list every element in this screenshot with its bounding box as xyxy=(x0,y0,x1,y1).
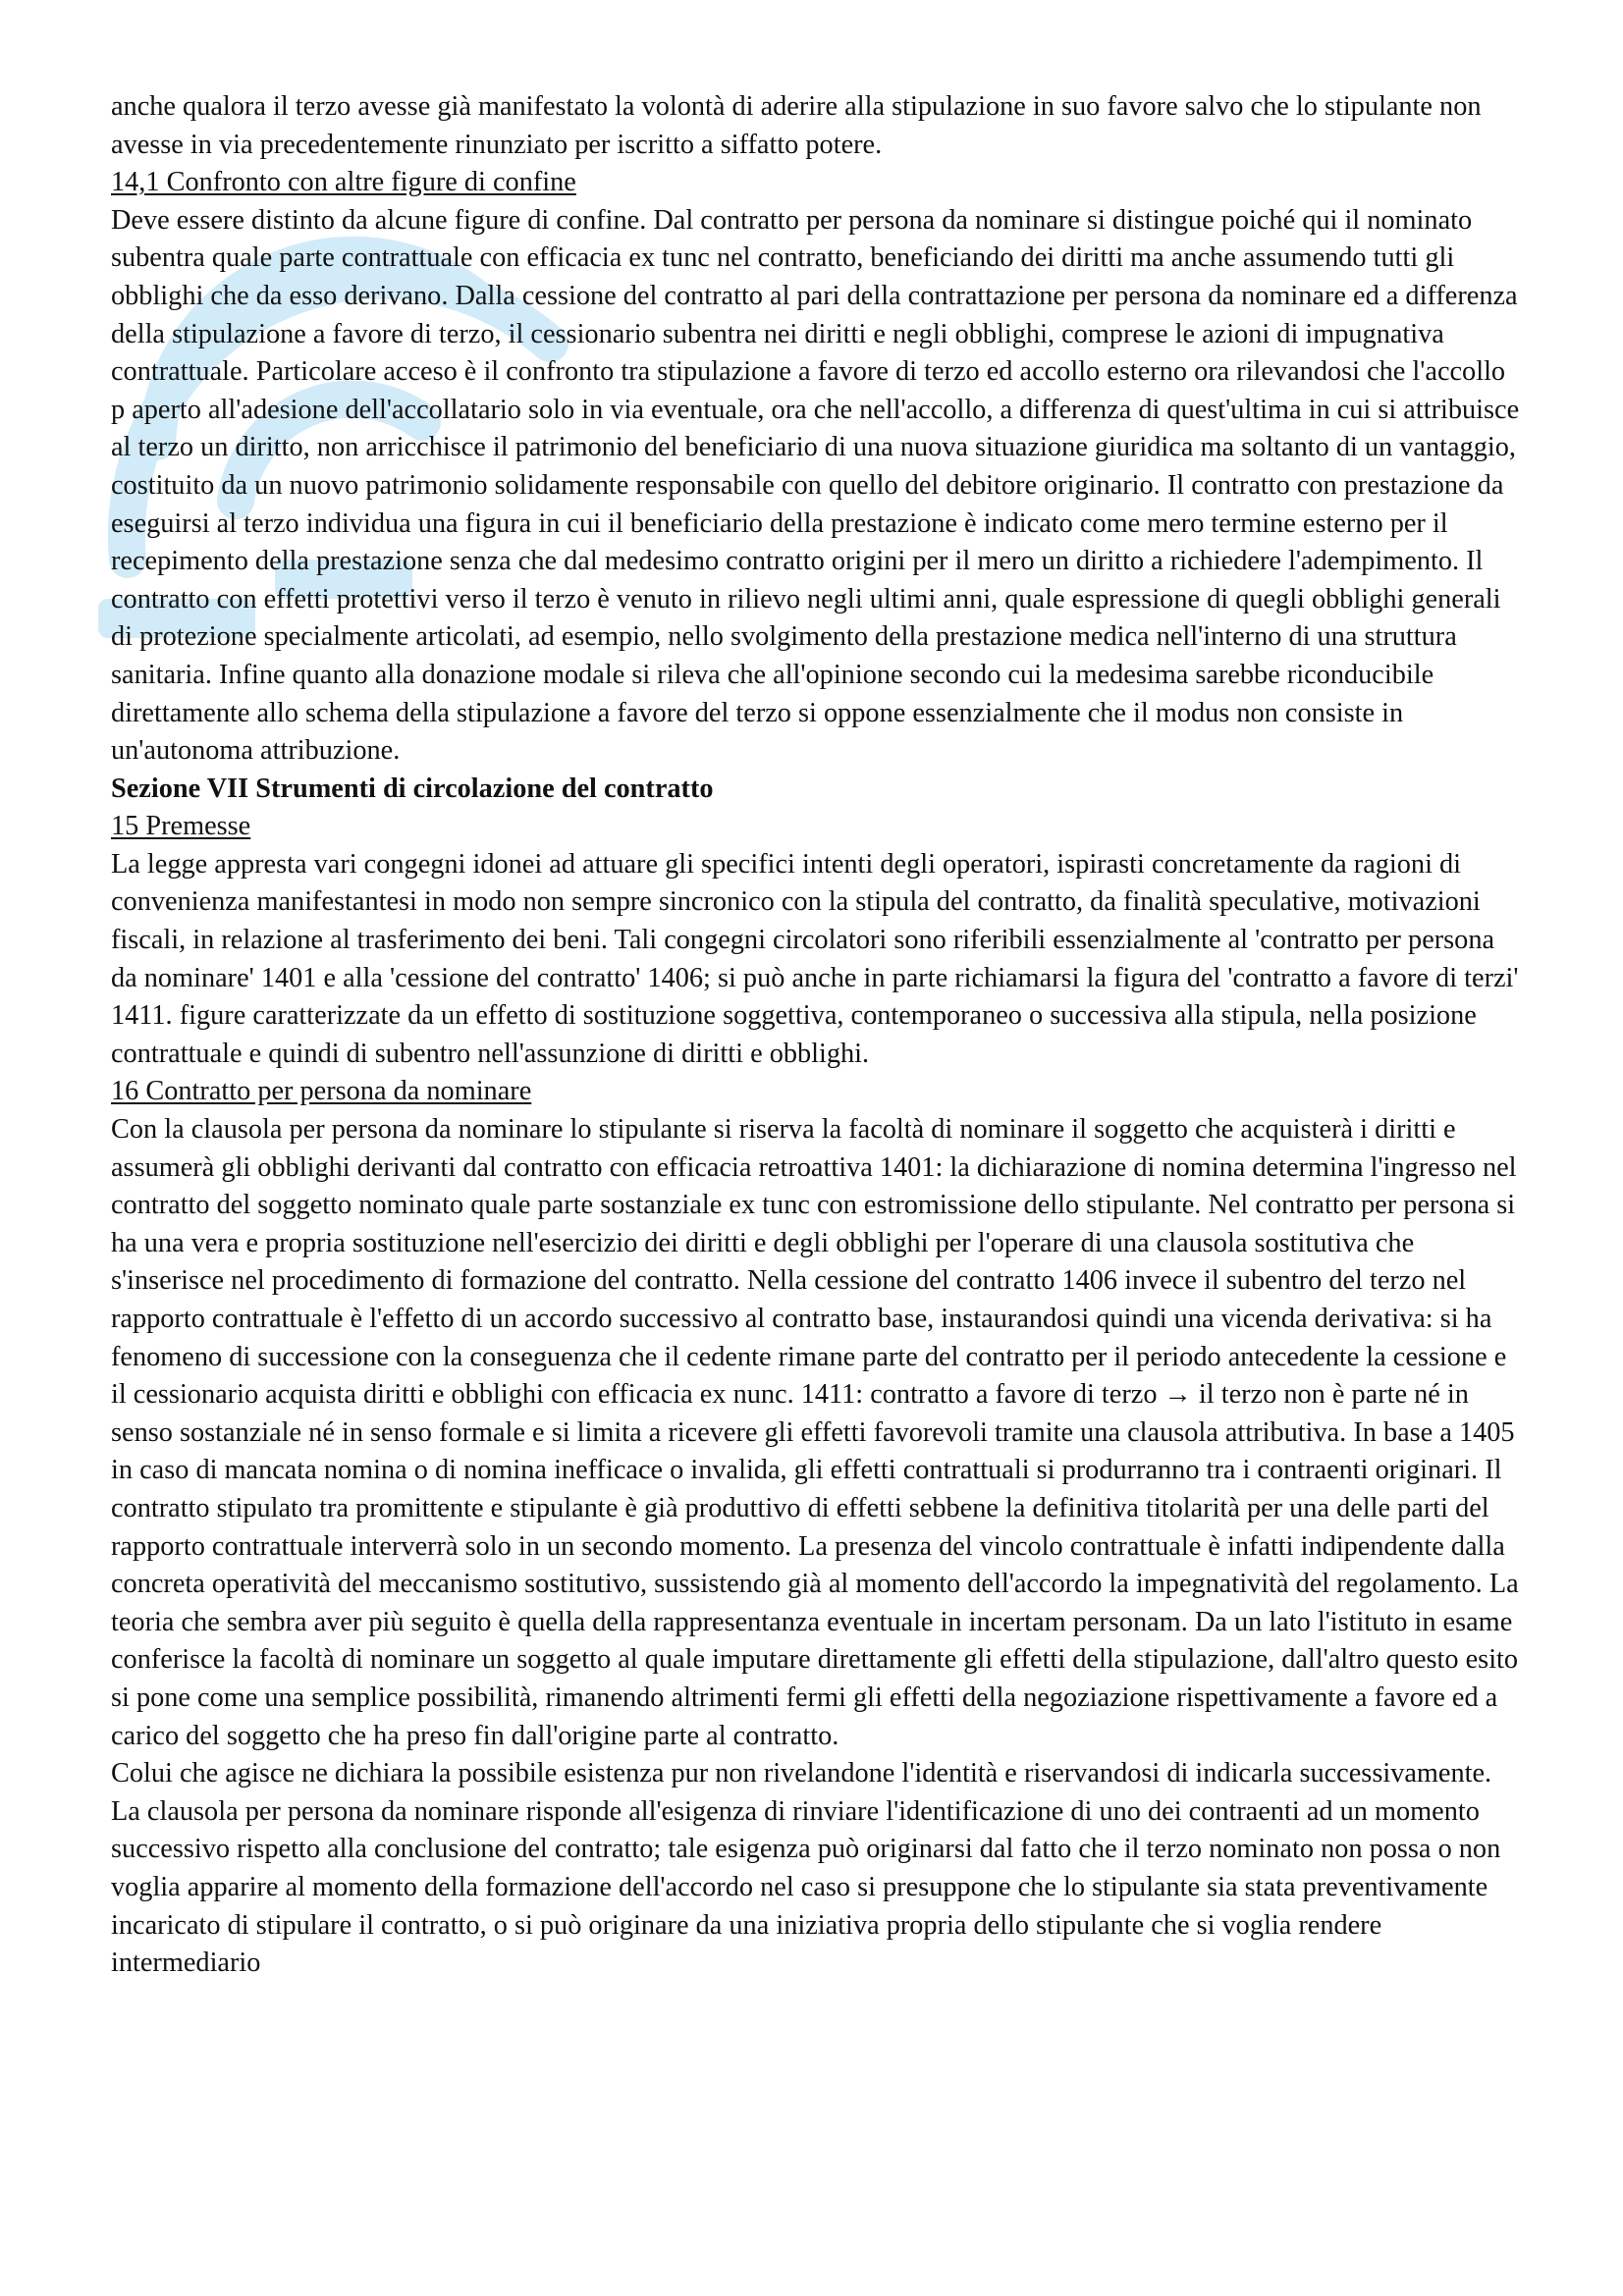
paragraph-confronto: Deve essere distinto da alcune figure di confine. Dal contratto per persona da nominare si distingue poiché qui il nominato subentra quale parte contrattuale con efficacia ex tunc nel contratto, beneficiando dei diritti ma anche assumendo tutti gli obblighi che da esso derivano. Dalla cessione del contratto al pari della contrattazione per persona da nominare ed a differenza della stipulazione a favore di terzo, il cessionario subentra nei diritti e negli obblighi, comprese le azioni di impugnativa contrattuale. Particolare acceso è il confronto tra stipulazione a favore di terzo ed accollo esterno ora rilevandosi che l'accollo p aperto all'adesione dell'accollatario solo in via eventuale, ora che nell'accollo, a differenza di quest'ultima in cui si attribuisce al terzo un diritto, non arricchisce il patrimonio del beneficiario di una nuova situazione giuridica ma soltanto di un vantaggio, costituito da un nuovo patrimonio solidamente responsabile con quello del debitore originario. Il contratto con prestazione da eseguirsi al terzo individua una figura in cui il beneficiario della prestazione è indicato come mero termine esterno per il recepimento della prestazione senza che dal medesimo contratto origini per il mero un diritto a richiedere l'adempimento. Il contratto con effetti protettivi verso il terzo è venuto in rilievo negli ultimi anni, quale espressione di quegli obblighi generali di protezione specialmente articolati, ad esempio, nello svolgimento della prestazione medica nell'interno di una struttura sanitaria. Infine quanto alla donazione modale si rileva che all'opinione secondo cui la medesima sarebbe riconducibile direttamente allo schema della stipulazione a favore del terzo si oppone essenzialmente che il modus non consiste in un'autonoma attribuzione. xyxy=(111,204,1520,767)
paragraph-continuation: anche qualora il terzo avesse già manifestato la volontà di aderire alla stipulazione in suo favore salvo che lo stipulante non avesse in via precedentemente rinunziato per iscritto a siffatto potere. xyxy=(111,91,1482,160)
paragraph-contratto-persona: Con la clausola per persona da nominare lo stipulante si riserva la facoltà di nominare il soggetto che acquisterà i diritti e assumerà gli obblighi derivanti dal contratto con efficacia retroattiva 1401: la dichiarazione di nomina determina l'ingresso nel contratto del soggetto nominato quale parte sostanziale ex tunc con estromissione dello stipulante. Nel contratto per persona si ha una vera e propria sostituzione nell'esercizio dei diritti e degli obblighi per l'operare di una clausola sostitutiva che s'inserisce nel procedimento di formazione del contratto. Nella cessione del contratto 1406 invece il subentro del terzo nel rapporto contrattuale è l'effetto di un accordo successivo al contratto base, instaurandosi quindi una vicenda derivativa: si ha fenomeno di successione con la conseguenza che il cedente rimane parte del contratto per il periodo antecedente la cessione e il cessionario acquista diritti e obblighi con efficacia ex nunc. 1411: contratto a favore di terzo → il terzo non è parte né in senso sostanziale né in senso formale e si limita a ricevere gli effetti favorevoli tramite una clausola attributiva. In base a 1405 in caso di mancata nomina o di nomina inefficace o invalida, gli effetti contrattuali si produrranno tra i contraenti originari. Il contratto stipulato tra promittente e stipulante è già produttivo di effetti sebbene la definitiva titolarità per una delle parti del rapporto contrattuale interverrà solo in un secondo momento. La presenza del vincolo contrattuale è infatti indipendente dalla concreta operatività del meccanismo sostitutivo, sussistendo già al momento dell'accordo la impegnatività del regolamento. La teoria che sembra aver più seguito è quella della rappresentanza eventuale in incertam personam. Da un lato l'istituto in esame conferisce la facoltà di nominare un soggetto al quale imputare direttamente gli effetti della stipulazione, dall'altro questo esito si pone come una semplice possibilità, rimanendo altrimenti fermi gli effetti della negoziazione rispettivamente a favore ed a carico del soggetto che ha preso fin dall'origine parte al contratto. xyxy=(111,1114,1519,1751)
paragraph-colui-che-agisce: Colui che agisce ne dichiara la possibile esistenza pur non rivelandone l'identità e riservandosi di indicarla successivamente. La clausola per persona da nominare risponde all'esigenza di rinviare l'identificazione di uno dei contraenti ad un momento successivo rispetto alla conclusione del contratto; tale esigenza può originarsi dal fatto che il terzo nominato non possa o non voglia apparire al momento della formazione dell'accordo nel caso si presuppone che lo stipulante sia stata preventivamente incaricato di stipulare il contratto, o si può originare da una iniziativa propria dello stipulante che si voglia rendere intermediario xyxy=(111,1758,1501,1979)
document-page xyxy=(111,88,1525,1983)
subheading-premesse: 15 Premesse xyxy=(111,811,251,842)
section-heading-vii: Sezione VII Strumenti di circolazione del contratto xyxy=(111,773,714,804)
subheading-confronto: 14,1 Confronto con altre figure di confine xyxy=(111,167,576,198)
subheading-contratto-persona: 16 Contratto per persona da nominare xyxy=(111,1076,532,1107)
paragraph-premesse: La legge appresta vari congegni idonei ad attuare gli specifici intenti degli operatori, ispirasti concretamente da ragioni di convenienza manifestantesi in modo non sempre sincronico con la stipula del contratto, da finalità speculative, motivazioni fiscali, in relazione al trasferimento dei beni. Tali congegni circolatori sono riferibili essenzialmente al 'contratto per persona da nominare' 1401 e alla 'cessione del contratto' 1406; si può anche in parte richiamarsi la figura del 'contratto a favore di terzi' 1411. figure caratterizzate da un effetto di sostituzione soggettiva, contemporaneo o successiva alla stipula, nella posizione contrattuale e quindi di subentro nell'assunzione di diritti e obblighi. xyxy=(111,848,1519,1069)
